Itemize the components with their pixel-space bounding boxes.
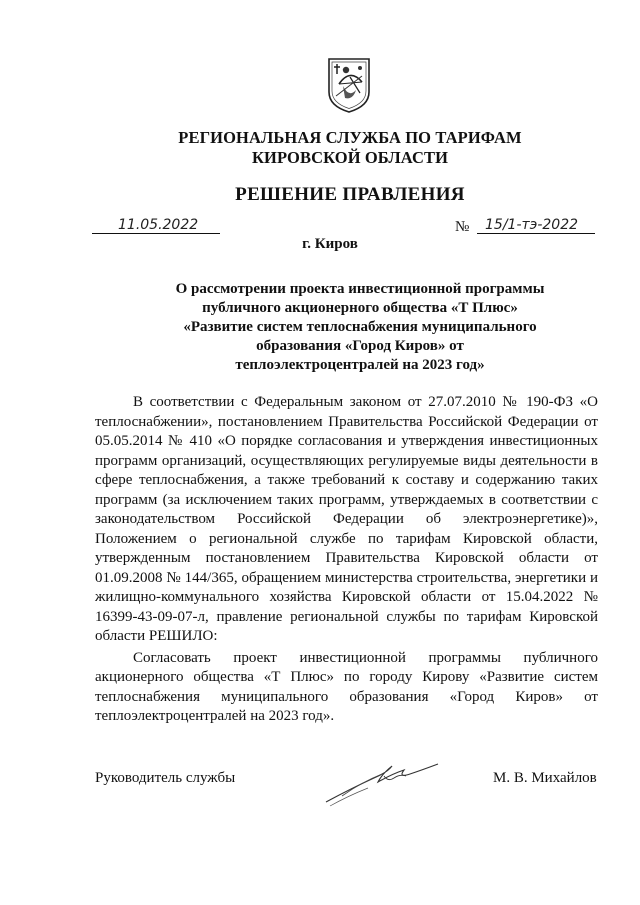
document-title: РЕШЕНИЕ ПРАВЛЕНИЯ (235, 184, 465, 205)
number-value: 15/1-тэ-2022 (485, 217, 579, 233)
signer-title: Руководитель службы (95, 770, 236, 786)
kirov-coat-of-arms-icon (326, 56, 372, 114)
subject-line: теплоэлектроцентралей на 2023 год» (235, 357, 485, 373)
handwritten-signature-icon (322, 752, 442, 812)
date-value: 11.05.2022 (118, 217, 199, 233)
body-paragraph-legal-basis: В соответствии с Федеральным законом от 27.07.2010 № 190-ФЗ «О теплоснабжении», постановлением Правительства Российской Федерации от 05.05.2014 № 410 «О порядке согласования и утверждения инвестиционных программ организаций, осуществляющих регулируемые виды деятельности в сфере теплоснабжения, а также требований к составу и содержанию таких программ (за исключением таких программ, утверждаемых в соответствии с законодательством Российской Федерации об электроэнергетике)», Положением о региональной службе по тарифам Кировской области, утвержденным постановлением Правительства Кировской области от 01.09.2008 № 144/365, обращением министерства строительства, энергетики и жилищно-коммунального хозяйства Кировской области от 15.04.2022 № 16399-43-09-07-л, правление региональной службы по тарифам Кировской области РЕШИЛО: (95, 394, 598, 644)
subject-line: О рассмотрении проекта инвестиционной программы (175, 281, 545, 297)
subject-line: публичного акционерного общества «Т Плюс» (202, 300, 518, 316)
date-underline (92, 233, 220, 234)
signer-name: М. В. Михайлов (493, 770, 597, 786)
decision-body (95, 393, 598, 727)
number-sign: № (455, 219, 470, 235)
org-name-line-2: КИРОВСКОЙ ОБЛАСТИ (251, 148, 449, 167)
org-name-line-1: РЕГИОНАЛЬНАЯ СЛУЖБА ПО ТАРИФАМ (178, 128, 522, 147)
subject-line: «Развитие систем теплоснабжения муниципального (183, 319, 537, 335)
decision-subject (150, 280, 570, 375)
body-paragraph-resolution: Согласовать проект инвестиционной программы публичного акционерного общества «Т Плюс» по городу Кирову «Развитие систем теплоснабжения муниципального образования «Город Киров» от теплоэлектроцентралей на 2023 год». (95, 649, 598, 724)
subject-line: образования «Город Киров» от (256, 338, 464, 354)
number-underline (477, 233, 595, 234)
city: г. Киров (302, 236, 358, 252)
